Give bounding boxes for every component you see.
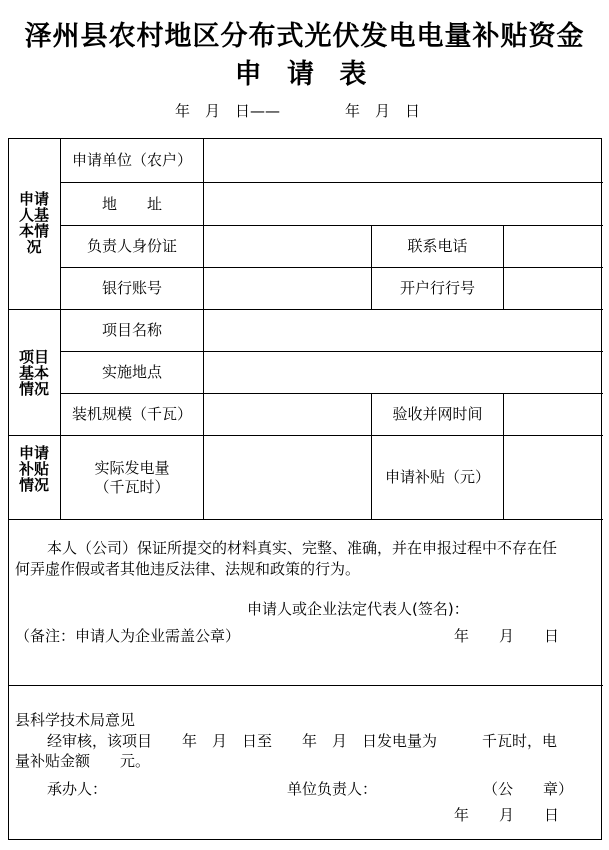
label-bank-account: 银行账号: [101, 279, 162, 297]
bureau-review-line2: 量补贴金额 元。: [15, 752, 151, 770]
bank-branch-field[interactable]: [504, 268, 603, 309]
declaration-date: 年 月 日: [454, 627, 560, 645]
handler-label: 承办人：: [47, 780, 108, 798]
official-seal-label: （公 章）: [483, 780, 574, 798]
form-title: 泽州县农村地区分布式光伏发电电量补贴资金: [24, 21, 585, 52]
section-subsidy-info: 申请补贴情况: [18, 444, 49, 494]
id-card-field[interactable]: [204, 226, 371, 267]
declaration-text-line1: 本人（公司）保证所提交的材料真实、完整、准确，并在申报过程中不存在任: [47, 539, 558, 557]
form-subtitle: 申 请 表: [234, 59, 375, 90]
label-bank-branch: 开户行行号: [399, 279, 475, 297]
label-id-card: 负责人身份证: [86, 237, 177, 255]
section-divider: [9, 685, 603, 686]
bureau-opinion-heading: 县科学技术局意见: [15, 711, 136, 729]
label-address: 地 址: [101, 194, 162, 213]
label-location: 实施地点: [101, 363, 162, 381]
label-project-name: 项目名称: [101, 321, 162, 339]
period-start: 年 月 日——: [175, 102, 281, 120]
location-field[interactable]: [204, 352, 603, 393]
phone-field[interactable]: [504, 226, 603, 267]
label-capacity: 装机规模（千瓦）: [71, 405, 192, 423]
project-name-field[interactable]: [204, 310, 603, 351]
subsidy-amount-field[interactable]: [504, 436, 603, 519]
actual-power-label-line2: （千瓦时）: [94, 477, 170, 496]
address-field[interactable]: [204, 183, 603, 225]
grid-time-field[interactable]: [504, 394, 603, 435]
unit-head-label: 单位负责人：: [287, 780, 378, 798]
label-phone: 联系电话: [407, 237, 468, 255]
label-subsidy-amount: 申请补贴（元）: [384, 468, 490, 486]
bureau-review-line1: 经审核，该项目 年 月 日至 年 月 日发电量为 千瓦时，电: [47, 732, 558, 750]
actual-power-field[interactable]: [204, 436, 371, 519]
application-form-table: [8, 138, 602, 840]
enterprise-seal-note: （备注：申请人为企业需盖公章）: [15, 627, 241, 645]
applicant-unit-field[interactable]: [204, 139, 603, 182]
section-divider: [9, 519, 603, 520]
capacity-field[interactable]: [204, 394, 371, 435]
actual-power-label-line1: 实际发电量: [94, 458, 170, 477]
section-project-info: 项目基本情况: [18, 348, 49, 398]
label-actual-power: [61, 436, 203, 519]
label-grid-time: 验收并网时间: [392, 405, 483, 423]
signature-label: 申请人或企业法定代表人(签名)：: [247, 600, 469, 618]
label-applicant-unit: 申请单位（农户）: [71, 151, 192, 169]
section-applicant-info: 申请人基本情况: [18, 190, 49, 256]
bureau-date: 年 月 日: [454, 806, 560, 824]
declaration-text-line2: 何弄虚作假或者其他违反法律、法规和政策的行为。: [15, 560, 361, 578]
bank-account-field[interactable]: [204, 268, 371, 309]
period-end: 年 月 日: [345, 102, 421, 120]
